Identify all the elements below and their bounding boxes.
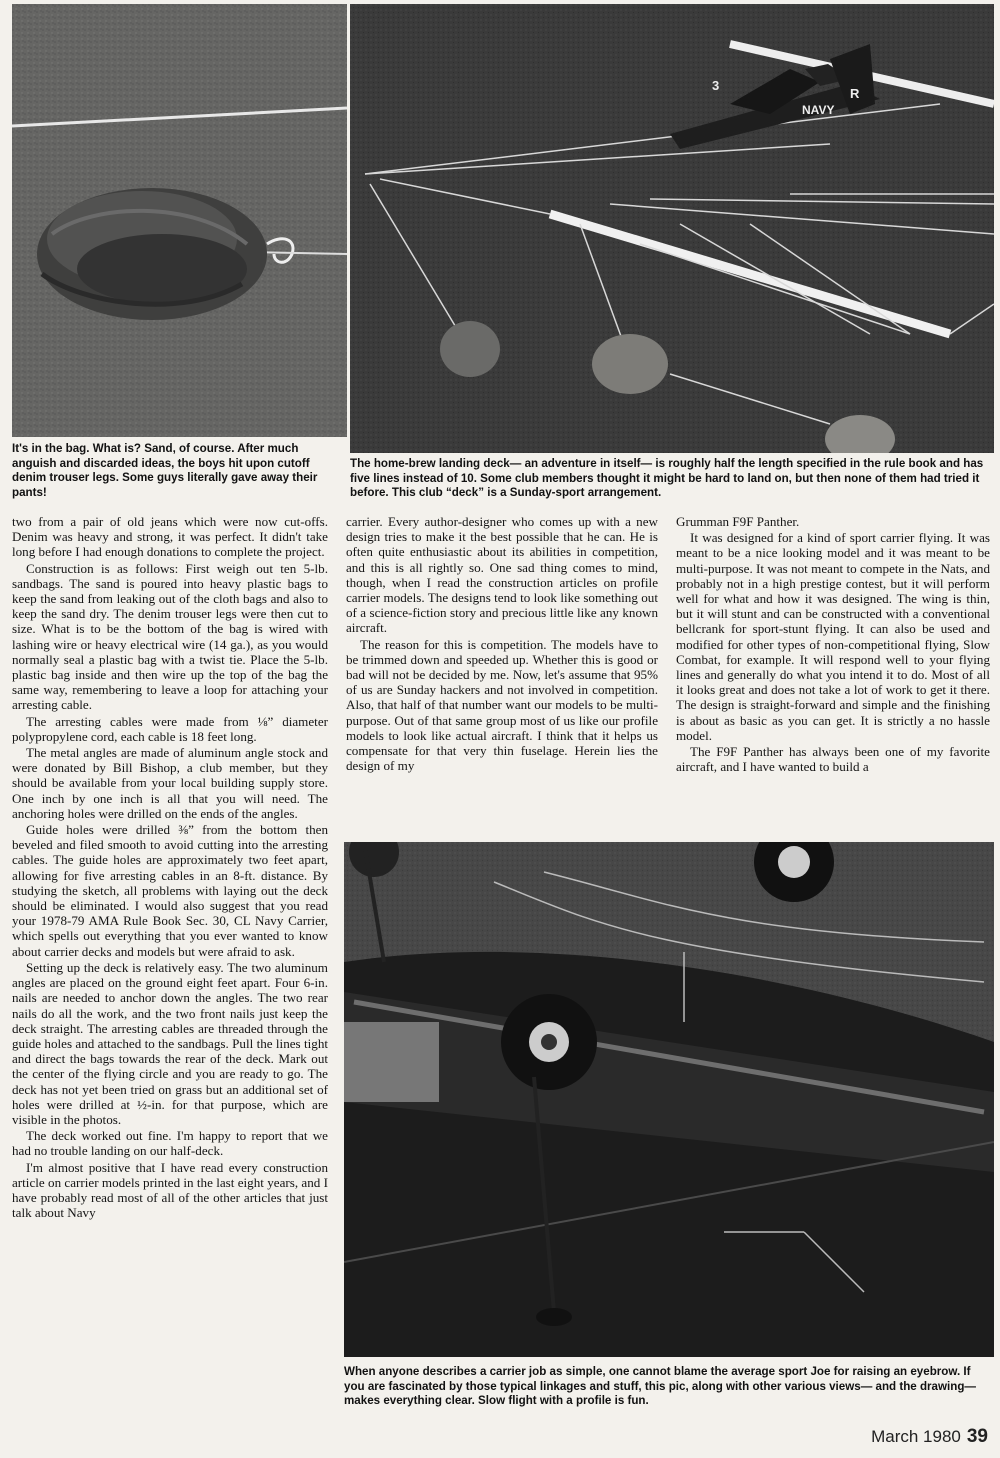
paragraph: Construction is as follows: First weigh out ten 5-lb. sandbags. The sand is poured into heavy plastic bags to keep the sand from leaking out of the cloth bags and also to keep the sand dry. The denim trouser legs were then cut to size. What is to be the bottom of the bag is wired with lashing wire or heavy electrical wire (14 ga.), as you would normally seal a plastic bag with a twist tie. Place the 5-lb. plastic bag inside and then wire up the top of the bag the same way, remembering to leave a loop for attaching your arresting cable.	[12, 560, 328, 713]
page-number: 39	[966, 1426, 988, 1447]
article-column-3	[676, 514, 990, 775]
model-closeup-photo	[344, 842, 994, 1357]
paragraph: Setting up the deck is relatively easy. The two aluminum angles are placed on the ground eight feet apart. Four 6-in. nails are needed to anchor down the angles. The two rear nails do all the work, and the two front nails just keep the deck straight. The arresting cables are threaded through the guide holes and attached to the sandbags. Pull the lines tight and direct the bags towards the rear of the deck. Mark out the center of the flying circle and you are ready to go. The deck has not yet been tried on grass but an additional set of holes were drilled at ½-in. for that purpose, which are visible in the photos.	[12, 959, 328, 1127]
landing-deck-photo	[350, 4, 994, 453]
paragraph: The metal angles are made of aluminum angle stock and were donated by Bill Bishop, a club member, but they should be available from your local building supply store. One inch by one inch is all that you will need. The anchoring holes were drilled on the ends of the angles.	[12, 745, 328, 821]
tail-letter-label: R	[850, 86, 860, 101]
paragraph: carrier. Every author-designer who comes up with a new design tries to make it the best possible that he can. He is often quite enthusiastic about its abilities in competition, and this is all rightly so. One sad thing comes to mind, though, when I read the construction articles on profile carrier models. The designs tend to look like something out of a science-fiction story and precious little like any known aircraft.	[346, 514, 658, 636]
model-caption: When anyone describes a carrier job as simple, one cannot blame the average sport Joe for raising an eyebrow. If you are fascinated by those typical linkages and stuff, this pic, along with other various views— and the drawing— makes everything clear. Slow flight with a profile is fun.	[344, 1365, 976, 1408]
paragraph: Grumman F9F Panther.	[676, 514, 800, 529]
paragraph: Guide holes were drilled ⅜” from the bottom then beveled and filed smooth to avoid cutting into the arresting cables. The guide holes are approximately two feet apart, allowing for five arresting cables in an 8-ft. distance. By studying the sketch, all problems with laying out the deck should be eliminated. I would also suggest that you read your 1978-79 AMA Rule Book Sec. 30, CL Navy Carrier, which spells out everything that you ever wanted to know about carrier decks and models but were afraid to ask.	[12, 822, 328, 959]
paragraph: It was designed for a kind of sport carrier flying. It was meant to be a nice looking model and it was meant to be multi-purpose. It was not meant to compete in the Nats, and probably not in a high prestige contest, but it will perform well for what and how it was designed. The wing is thin, but it will stunt and can be constructed with a conventional bellcrank for sport-stunt flying. It can also be used and modified for other types of non-competitional flying, Slow Combat, for example. It will respond well to your flying lines and generally do what you intend it to do. Most of all it looks great and does not take a lot of work to get it there. The design is straight-forward and simple and the finishing is about as basic as you can get. It is strictly a no hassle model.	[676, 530, 990, 743]
paragraph: I'm almost positive that I have read every construction article on carrier models printed in the last eight years, and I have probably read most of all of the other articles that just talk about Navy	[12, 1159, 328, 1221]
article-column-1	[12, 514, 328, 1221]
paragraph: two from a pair of old jeans which were now cut-offs. Denim was heavy and strong, it was perfect. It didn't take long before I had enough donations to complete the project.	[12, 514, 328, 560]
sandbag-photo	[12, 4, 347, 437]
navy-label: NAVY	[802, 103, 835, 117]
bag-caption: It's in the bag. What is? Sand, of course. After much anguish and discarded ideas, the boys hit upon cutoff denim trouser legs. Some guys literally gave away their pants!	[12, 442, 318, 499]
paragraph: The arresting cables were made from ⅛” diameter polypropylene cord, each cable is 18 feet long.	[12, 713, 328, 744]
paragraph: The F9F Panther has always been one of my favorite aircraft, and I have wanted to build a	[676, 744, 990, 775]
paragraph: The deck worked out fine. I'm happy to report that we had no trouble landing on our half-deck.	[12, 1128, 328, 1159]
article-column-2	[346, 514, 658, 774]
page-footer	[871, 1426, 988, 1448]
tail-number-label: 3	[712, 78, 720, 93]
deck-caption: The home-brew landing deck— an adventure in itself— is roughly half the length specified in the rule book and has five lines instead of 10. Some club members thought it might be hard to land on, but then none of them had tried it before. This club “deck” is a Sunday-sport arrangement.	[350, 457, 984, 500]
paragraph: The reason for this is competition. The models have to be trimmed down and speeded up. Whether this is good or bad will not be decided by me. Now, let's assume that 95% of us are Sunday hackers and not involved in competition. Also, that half of that number want our models to be multi-purpose. Out of that same group most of us like our profile models to look like actual aircraft. I think that it helps us compensate for that very thin fuselage. Herein lies the design of my	[346, 636, 658, 774]
issue-date: March 1980	[871, 1427, 961, 1446]
